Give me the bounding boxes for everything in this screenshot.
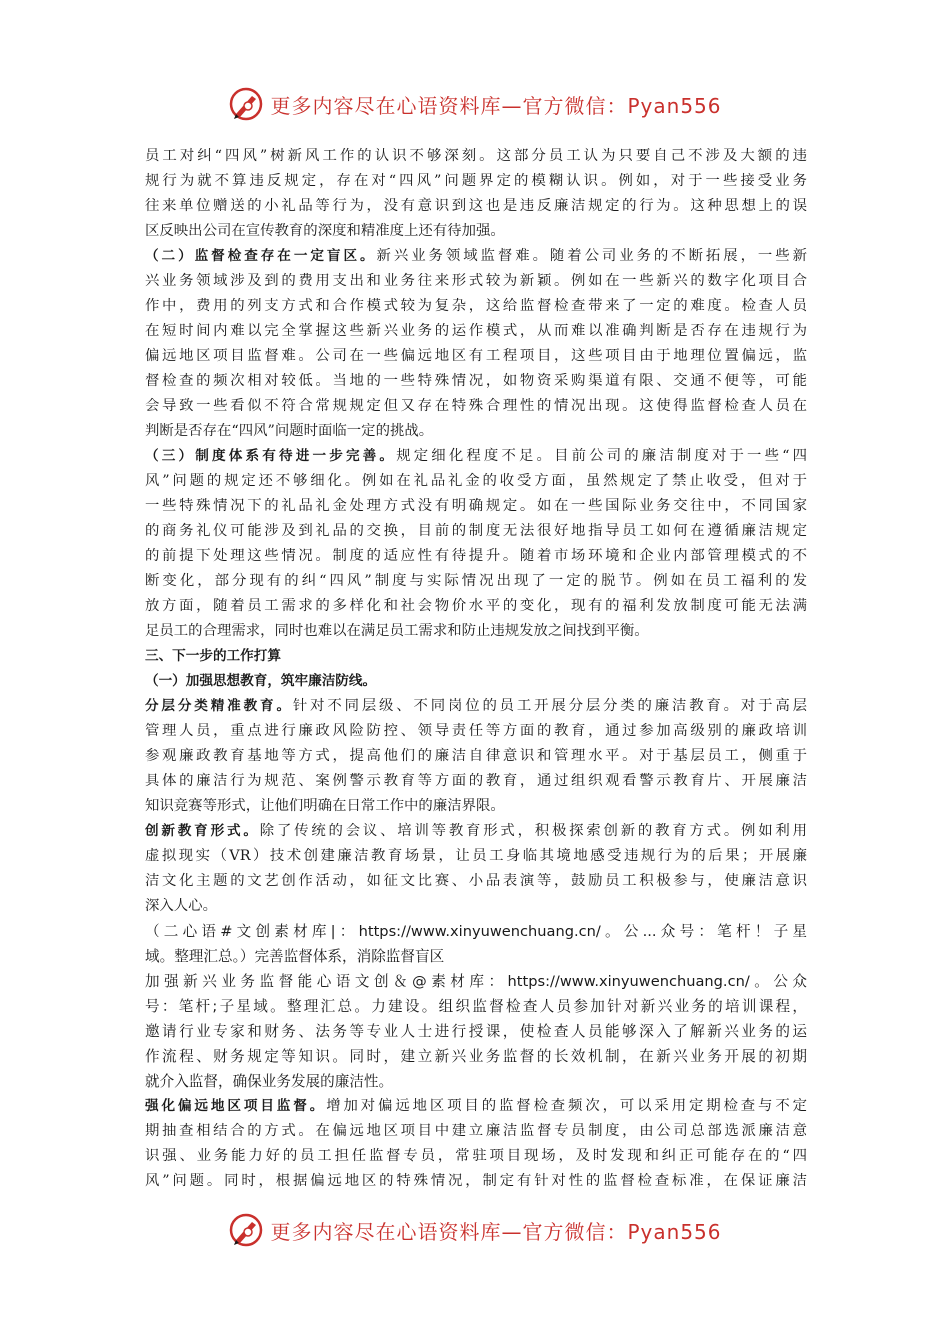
text-line: 偏远地区项目监督难。公司在一些偏远地区有工程项目，这些项目由于地理位置偏远，监: [145, 348, 807, 364]
text-line: 管理人员，重点进行廉政风险防控、领导责任等方面的教育，通过参加高级别的廉政培训: [145, 723, 807, 739]
text-line: 督检查的频次相对较低。当地的一些特殊情况，如物资采购渠道有限、交通不便等，可能: [145, 373, 807, 389]
text-line: 就介入监督，确保业务发展的廉洁性。: [145, 1073, 394, 1090]
bold-heading: 强化偏远地区项目监督。: [145, 1098, 327, 1114]
pen-logo-icon: [228, 86, 264, 122]
text-line: 断变化，部分现有的纠“四风”制度与实际情况出现了一定的脱节。例如在员工福利的发: [145, 573, 807, 589]
text-line: 往来单位赠送的小礼品等行为，没有意识到这也是违反廉洁规定的行为。这种思想上的误: [145, 198, 807, 214]
text-line: 规行为就不算违反规定，存在对“四风”问题界定的模糊认识。例如，对于一些接受业务: [145, 173, 807, 189]
line-text: 增加对偏远地区项目的监督检查频次，可以采用定期检查与不定: [326, 1098, 807, 1114]
text-line: 会导致一些看似不符合常规规定但又存在特殊合理性的情况出现。这使得监督检查人员在: [145, 398, 807, 414]
text-line: 期抽查相结合的方式。在偏远地区项目中建立廉洁监督专员制度，由公司总部选派廉洁意: [145, 1123, 807, 1139]
text-line: 足员工的合理需求，同时也难以在满足员工需求和防止违规发放之间找到平衡。: [145, 623, 649, 639]
bold-heading: （三）制度体系有待进一步完善。: [145, 448, 397, 464]
banner-text: 更多内容尽在心语资料库—官方微信：Pyan556: [270, 93, 722, 118]
text-line: 作中，费用的列支方式和合作模式较为复杂，这给监督检查带来了一定的难度。检查人员: [145, 298, 807, 314]
text-line: 知识竞赛等形式，让他们明确在日常工作中的廉洁界限。: [145, 798, 505, 814]
bold-heading: 分层分类精准教育。: [145, 698, 293, 714]
text-line: 在短时间内难以完全掌握这些新兴业务的运作模式，从而难以准确判断是否存在违规行为: [145, 323, 807, 339]
pen-logo-icon: [228, 1212, 264, 1248]
bold-heading: 创新教育形式。: [145, 823, 260, 839]
text-line: [145, 244, 807, 269]
text-line: 洁文化主题的文艺创作活动，如征文比赛、小品表演等，鼓励员工积极参与，使廉洁意识: [145, 873, 807, 889]
text-line: 具体的廉洁行为规范、案例警示教育等方面的教育，通过组织观看警示教育片、开展廉洁: [145, 773, 807, 789]
text-line: 邀请行业专家和财务、法务等专业人士进行授课，使检查人员能够深入了解新兴业务的运: [145, 1023, 807, 1040]
line-text: 新兴业务领域监督难。随着公司业务的不断拓展，一些新: [376, 248, 807, 264]
text-line: 域。整理汇总。）完善监督体系，消除监督盲区: [145, 948, 445, 965]
bold-heading: 三、下一步的工作打算: [145, 648, 281, 664]
text-line: （二心语#文创素材库|：https://www.xinyuwenchuang.cn/。公...众号：笔杆！子星: [145, 923, 807, 940]
bold-heading: （一）加强思想教育，筑牢廉洁防线。: [145, 673, 377, 689]
text-line: 加强新兴业务监督能心语文创＆@素材库：https://www.xinyuwenchuang.cn/。公众: [145, 973, 807, 990]
text-line: 号：笔杆;子星域。整理汇总。力建设。组织监督检查人员参加针对新兴业务的培训课程，: [145, 998, 807, 1015]
text-line: 的商务礼仪可能涉及到礼品的交换，目前的制度无法很好地指导员工如何在遵循廉洁规定: [145, 523, 807, 539]
text-line: 区反映出公司在宣传教育的深度和精准度上还有待加强。: [145, 223, 505, 239]
footer-banner: [0, 1210, 950, 1250]
text-line: 风”问题的规定还不够细化。例如在礼品礼金的收受方面，虽然规定了禁止收受，但对于: [145, 473, 807, 489]
line-text: 规定细化程度不足。目前公司的廉洁制度对于一些“四: [396, 448, 807, 464]
text-line: 作流程、财务规定等知识。同时，建立新兴业务监督的长效机制，在新兴业务开展的初期: [145, 1048, 807, 1065]
text-line: 员工对纠“四风”树新风工作的认识不够深刻。这部分员工认为只要自己不涉及大额的违: [145, 148, 807, 164]
text-line: 放方面，随着员工需求的多样化和社会物价水平的变化，现有的福利发放制度可能无法满: [145, 598, 807, 614]
text-line: [145, 819, 807, 844]
line-text: 针对不同层级、不同岗位的员工开展分层分类的廉洁教育。对于高层: [292, 698, 807, 714]
text-line: [145, 694, 807, 719]
text-line: 的前提下处理这些情况。制度的适应性有待提升。随着市场环境和企业内部管理模式的不: [145, 548, 807, 564]
text-line: 虚拟现实（VR）技术创建廉洁教育场景，让员工身临其境地感受违规行为的后果；开展廉: [145, 848, 807, 864]
text-line: 参观廉政教育基地等方式，提高他们的廉洁自律意识和管理水平。对于基层员工，侧重于: [145, 748, 807, 764]
text-line: 识强、业务能力好的员工担任监督专员，常驻项目现场，及时发现和纠正可能存在的“四: [145, 1148, 807, 1164]
bold-heading: （二）监督检查存在一定盲区。: [145, 248, 377, 264]
text-line: [145, 669, 807, 694]
text-line: 兴业务领域涉及到的费用支出和业务往来形式较为新颖。例如在一些新兴的数字化项目合: [145, 273, 807, 289]
text-line: 一些特殊情况下的礼品礼金处理方式没有明确规定。如在一些国际业务交往中，不同国家: [145, 498, 807, 514]
text-line: 风”问题。同时，根据偏远地区的特殊情况，制定有针对性的监督检查标准，在保证廉洁: [145, 1173, 807, 1189]
text-line: 深入人心。: [145, 898, 217, 914]
banner-text: 更多内容尽在心语资料库—官方微信：Pyan556: [270, 1219, 722, 1244]
header-banner: [0, 84, 950, 124]
text-line: [145, 1094, 807, 1119]
text-line: 判断是否存在“四风”问题时面临一定的挑战。: [145, 423, 434, 439]
text-line: [145, 644, 807, 669]
line-text: 除了传统的会议、培训等教育形式，积极探索创新的教育方式。例如利用: [259, 823, 807, 839]
document-body: [145, 144, 807, 1194]
text-line: [145, 444, 807, 469]
